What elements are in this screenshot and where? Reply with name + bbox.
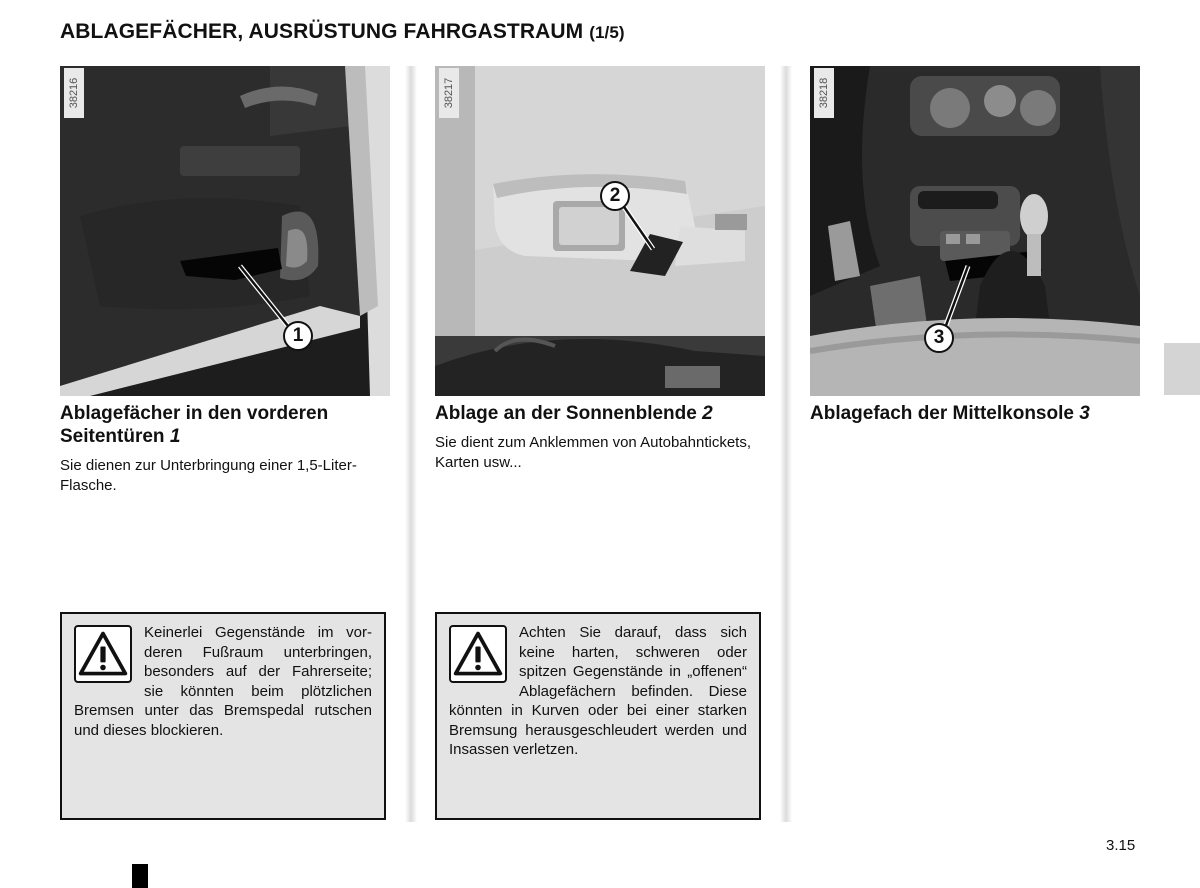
section-text: Sie dient zum Anklemmen von Autobahntickets, Karten usw...: [435, 434, 752, 471]
callout-2: 2: [600, 181, 630, 211]
section-heading: Ablagefach der Mittelkonsole 3: [810, 403, 1090, 424]
column-separator: [780, 66, 792, 822]
warning-triangle-icon: [74, 625, 132, 683]
door-pocket-photo: [60, 66, 390, 396]
callout-3: 3: [924, 323, 954, 353]
section-heading: Ablage an der Sonnenblende 2: [435, 403, 713, 424]
warning-triangle-icon: [449, 625, 507, 683]
column-separator: [405, 66, 417, 822]
chapter-tab: [1164, 343, 1200, 395]
crop-mark: [132, 864, 148, 888]
image-reference-number: 38218: [814, 68, 834, 118]
image-reference-number: 38216: [64, 68, 84, 118]
callout-1: 1: [283, 321, 313, 351]
page-title-part: (1/5): [589, 23, 625, 42]
warning-text: Achten Sie darauf, dass sich keine harten, schweren oder spitzen Gegenstände in „offenen“ Ablagefächern befinden. Diese könnten in Kurven oder bei einer starken Bremsung herausgeschleudert werden und Insassen verletzen.: [449, 624, 747, 758]
image-reference-number: 38217: [439, 68, 459, 118]
center-console-photo: [810, 66, 1140, 396]
warning-box: [435, 612, 761, 820]
sun-visor-photo: [435, 66, 765, 396]
page-title-text: ABLAGEFÄCHER, AUSRÜSTUNG FAHRGASTRAUM: [60, 20, 584, 43]
section-heading: Ablagefächer in den vorderen Seitentüren 1: [60, 403, 329, 447]
page-title: [60, 20, 625, 44]
warning-box: [60, 612, 386, 820]
section-text: Sie dienen zur Unterbringung einer 1,5-Liter-Flasche.: [60, 457, 357, 494]
warning-text: Keinerlei Gegenstände im vorderen Fußraum unterbringen, besonders auf der Fahrerseite; sie könnten beim plötzlichen Bremsen unter das Bremspedal rutschen und dieses blockieren.: [74, 624, 372, 739]
page-number: 3.15: [1106, 837, 1136, 854]
